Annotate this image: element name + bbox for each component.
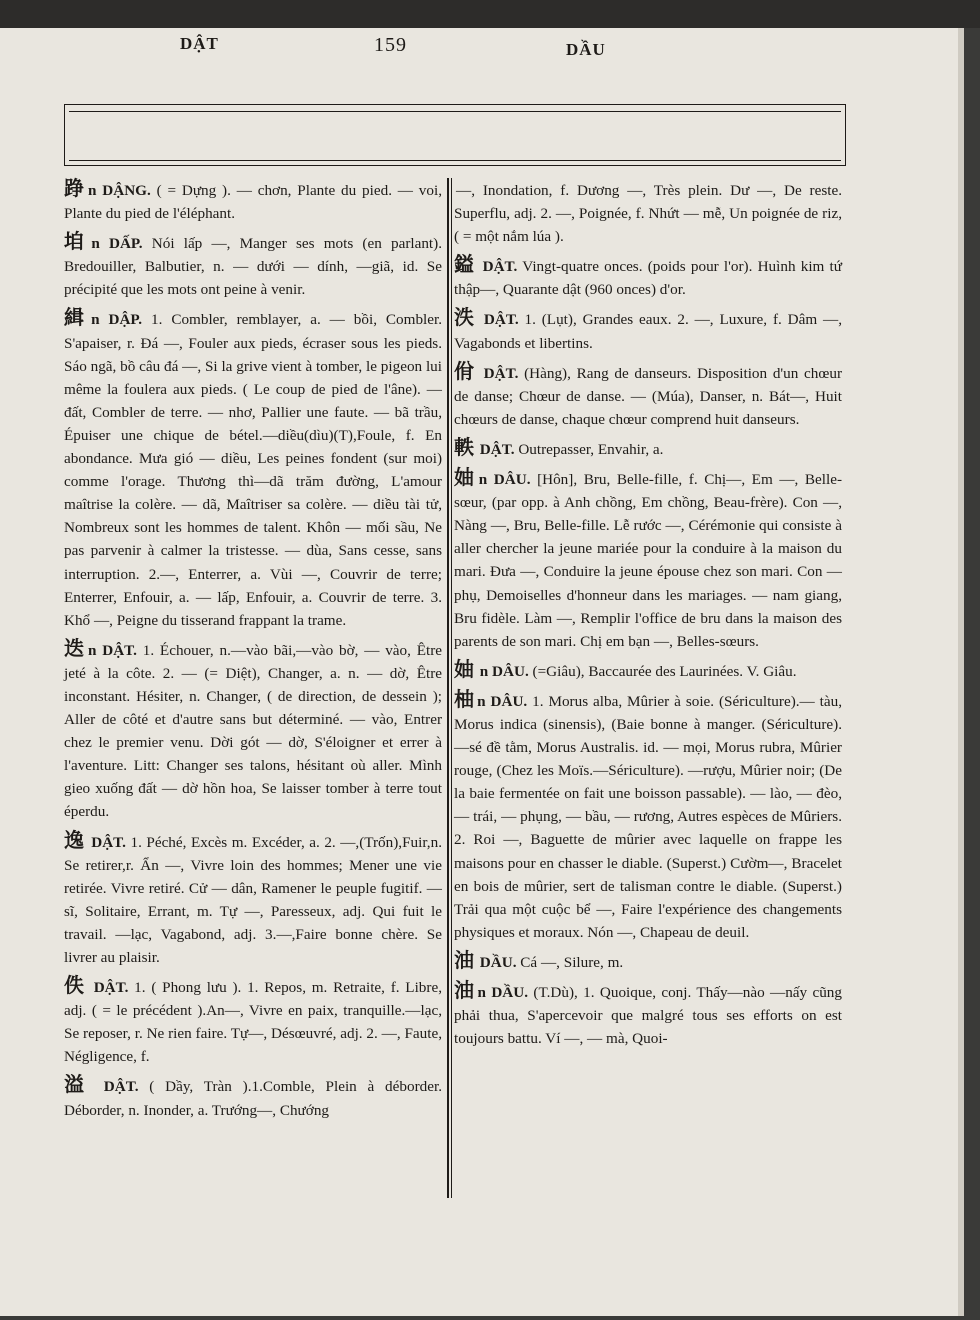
entry-headword: n DÂU. — [476, 662, 529, 680]
column-divider — [447, 178, 449, 1198]
dictionary-entry — [64, 178, 442, 225]
entry-character: 踭 — [64, 178, 87, 200]
entry-headword: n DÂU. — [477, 692, 528, 710]
entry-character: 佚 — [64, 975, 86, 998]
dictionary-entry — [64, 830, 442, 970]
right-column — [454, 178, 842, 1056]
scan-top-edge — [0, 0, 980, 28]
entry-character: 垍 — [64, 231, 90, 254]
entry-definition: [Hôn], Bru, Belle-fille, f. Chị—, Em —, Belle-sœur, (par opp. à Anh chồng, Em chồng, Beau-frère). Con —, Nàng —, Bru, Belle-fille. Lễ rước —, Cérémonie qui consiste à aller chercher la jeune mariée pour la conduire à la maison du mari. Đưa —, Conduire la jeune épouse chez son mari. Con — phụ, Demoiselles d'honneur dans les mariages. — nam giang, Bru fidèle. Làm —, Remplir l'office de bru dans la maison des parents de son mari. Chị em bạn —, Belles-sœurs. — [454, 471, 842, 650]
entry-character: 油 — [454, 980, 476, 1002]
entry-character: 緝 — [64, 307, 90, 330]
entry-definition: Cá —, Silure, m. — [516, 953, 624, 971]
dictionary-entry — [454, 437, 842, 461]
entry-headword: n DẬNG. — [88, 182, 151, 199]
entry-definition: (=Giâu), Baccaurée des Laurinées. V. Giâu. — [528, 662, 797, 680]
entry-headword: n DẬP. — [91, 311, 143, 329]
entry-headword: DẦU. — [476, 953, 517, 971]
entry-definition: (Hàng), Rang de danseurs. Disposition d'un chœur de danse; Chœur de danse. — (Múa), Danser, n. Bát—, Huit chœurs de danse, chaque chœur comprend huit danseurs. — [454, 364, 842, 428]
dictionary-entry — [64, 1074, 442, 1121]
entry-headword: n DẦU. — [477, 984, 529, 1001]
dictionary-entry — [454, 178, 842, 248]
entry-character: 鎰 — [454, 254, 476, 277]
entry-definition: 1. Morus alba, Mûrier à soie. (Sériculture).— tàu, Morus indica (sinensis), (Baie bonne à manger. (Sériculture). —sé đề tằm, Morus Australis. id. — mọi, Morus rubra, Mûrier rouge, (Chez les Moïs.—Sériculture). —rượu, Mûrier noir; (De la baie fermentée on fait une boisson passable). — lào, — đèo, — trái, — phụng, — bầu, — rương, Autres espèces de Mûriers. 2. Roi —, Baguette de mûrier avec laquelle on frappe les maisons pour en chasser le diable. (Superst.) Cườm—, Bracelet en bois de mûrier, sert de talisman contre le diable. (Superst.) Trải qua một cuộc bể —, Faire l'expérience des changements physiques et moraux. Nón —, Chapeau de deuil. — [454, 692, 843, 941]
entry-character: 佾 — [454, 360, 476, 383]
entry-definition: 1. Échouer, n.—vào bãi,—vào bờ, — vào, Être jeté à la côte. 2. — (= Diệt), Changer, a. n. — dờ, Être inconstant. Hésiter, n. Changer, ( de direction, de dessein ); Aller de côté et d'autre sans but déterminé. — vào, Entrer chez le premier venu. Dời gót — dờ, S'éloigner et errer à l'aventure. Litt: Changer ses talons, hésitant où aller. Mình gieo xuống đất — dờ hồn hoa, Se laisser tomber à terre tout éperdu. — [64, 641, 443, 821]
header-right-word: DẦU — [566, 40, 606, 59]
entry-definition: Outrepasser, Envahir, a. — [514, 440, 664, 458]
dictionary-entry — [454, 689, 842, 944]
page-number: 159 — [374, 34, 407, 56]
dictionary-entry — [64, 638, 442, 824]
dictionary-entry — [64, 231, 442, 301]
header-left-word: DẬT — [180, 34, 219, 53]
entry-definition: —, Inondation, f. Dương —, Très plein. Dư —, De reste. Superflu, adj. 2. —, Poignée, f. Nhứt — mễ, Un poignée de riz, ( = một nắm lúa ). — [454, 182, 842, 246]
entry-character: 逸 — [64, 829, 85, 852]
left-column — [64, 178, 442, 1128]
dictionary-entry — [454, 467, 842, 653]
entry-headword: DẬT. — [92, 1078, 139, 1096]
entry-headword: n DẤP. — [91, 235, 143, 253]
dictionary-entry — [64, 307, 442, 631]
entry-headword: DẬT. — [477, 364, 519, 382]
entry-headword: DẬT. — [478, 311, 519, 329]
entry-headword: n DẬT. — [88, 641, 137, 659]
entry-definition: ( Dầy, Tràn ).1.Comble, Plein à déborder. Déborder, n. Inonder, a. Trướng—, Chướng — [64, 1078, 442, 1119]
entry-headword: DẬT. — [87, 979, 129, 997]
page-header-frame — [64, 104, 846, 166]
entry-character: 妯 — [454, 467, 477, 490]
dictionary-entry — [454, 659, 842, 683]
entry-definition: 1. Combler, remblayer, a. — bồi, Combler. S'apaiser, r. Đá —, Fouler aux pieds, écraser sous les pieds. Sáo ngã, bồ câu đá —, Si la grive vient à tomber, le pigeon lui même la foulera aux pieds. ( Le coup de pied de l'âne). — đất, Combler de terre. — nhơ, Pallier une faute. — bã trầu, Épuiser une chique de bétel.—diều(dìu)(T),Foule, f. En abondance. Mưa gió — diều, Les peines fondent (sur moi) comme l'orage. Thương thì—dã trăm đường, L'amour maîtrise la colère. — dã, Maîtriser sa colère. — diều tài tử, Nombreux sont les hommes de talent. Khôn — mối sầu, Ne pas parvenir à calmer la tristesse. — dùa, Sans cesse, sans interruption. 2.—, Enterrer, a. Vùi —, Couvrir de terre; Enterrer, Enfouir, a. — lấp, Enfouir, a. Couvrir de terre. 3. Khổ —, Peigne du tisserand frappant la trame. — [64, 311, 443, 629]
entry-definition: 1. ( Phong lưu ). 1. Repos, m. Retraite, f. Libre, adj. ( = le précédent ).An—, Vivre en paix, tranquille.—lạc, Se reposer, r. Ne rien faire. Tự—, Désœuvré, adj. 2. —, Faute, Négligence, f. — [64, 979, 442, 1066]
dictionary-entry — [454, 254, 842, 301]
entry-character: 溢 — [64, 1074, 91, 1097]
entry-definition: Vingt-quatre onces. (poids pour l'or). Huình kim tứ thập—, Quarante dật (960 onces) d'or. — [454, 258, 842, 299]
dictionary-entry — [64, 975, 442, 1068]
dictionary-entry — [454, 307, 842, 354]
dictionary-entry — [454, 980, 842, 1050]
entry-character: 軼 — [454, 436, 474, 459]
entry-headword: n DÂU. — [478, 471, 531, 489]
entry-character: 妯 — [454, 658, 474, 681]
entry-definition: (T.Dù), 1. Quoique, conj. Thấy—nào —nấy cũng phải thua, S'apercevoir que malgré tous ses efforts on est toujours battu. Ví —, — mà, Quoi- — [454, 984, 842, 1048]
entry-character: 油 — [454, 949, 474, 972]
dictionary-entry — [454, 950, 842, 974]
dictionary-entry — [454, 361, 842, 431]
entry-headword: DẬT. — [86, 833, 126, 851]
entry-headword: DẬT. — [476, 440, 515, 458]
entry-character: 柚 — [454, 688, 476, 711]
entry-definition: 1. (Lụt), Grandes eaux. 2. —, Luxure, f. Dâm —, Vagabonds et libertins. — [454, 311, 843, 352]
entry-character: 泆 — [454, 307, 477, 330]
entry-definition: Nói lấp —, Manger ses mots (en parlant). Bredouiller, Balbutier, n. — dưới — dính, —giã, id. Se précipité que les mots ont peine à venir. — [64, 235, 443, 299]
column-divider-inner — [451, 178, 452, 1198]
entry-headword: DẬT. — [477, 258, 518, 276]
entry-definition: 1. Péché, Excès m. Excéder, a. 2. —,(Trốn),Fuir,n. Se retirer,r. Ẩn —, Vivre loin des hommes; Mener une vie retirée. Vivre retiré. Cử — dân, Ramener le peuple fugitif. — sĩ, Solitaire, Errant, m. Tự —, Paresseux, adj. Qui fuit le travail. —lạc, Vagabond, adj. 3.—,Faire bonne chère. Se livrer au plaisir. — [64, 833, 442, 966]
entry-definition: ( = Dựng ). — chơn, Plante du pied. — voi, Plante du pied de l'éléphant. — [64, 182, 443, 223]
entry-character: 迭 — [64, 637, 86, 660]
